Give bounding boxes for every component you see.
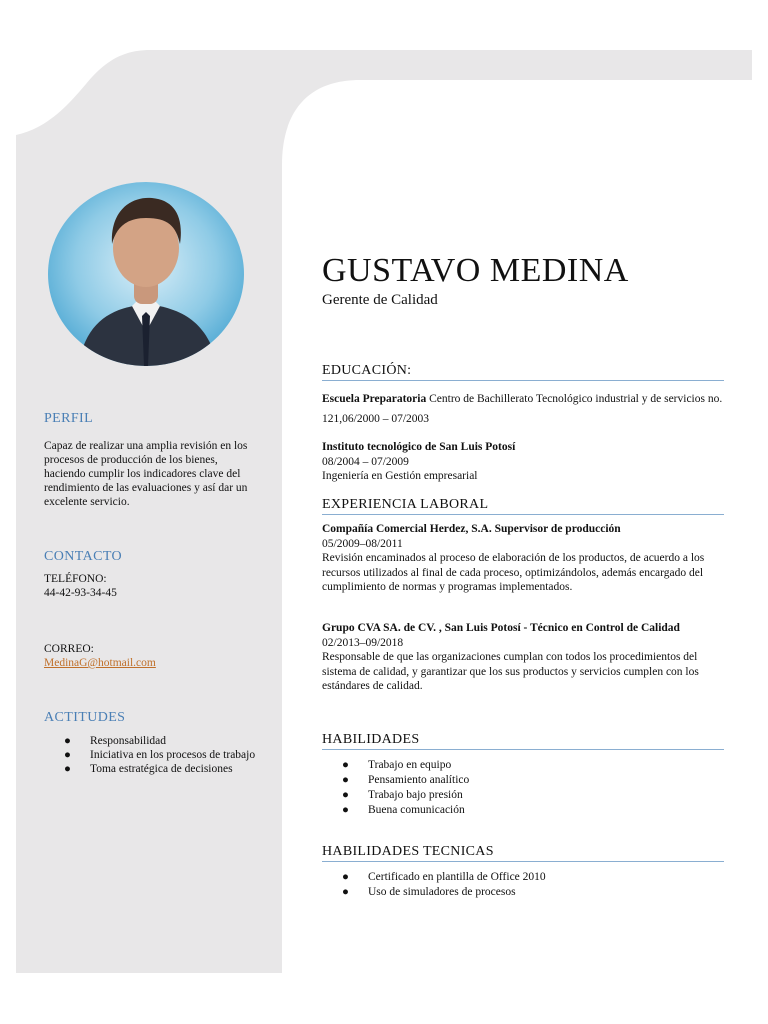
bullet-icon: ● bbox=[342, 871, 349, 883]
education-dates: 08/2004 – 07/2009 bbox=[322, 455, 409, 468]
email-label: CORREO: bbox=[44, 643, 94, 655]
attitudes-list bbox=[44, 734, 262, 776]
profile-heading: PERFIL bbox=[44, 411, 94, 426]
contact-heading: CONTACTO bbox=[44, 549, 123, 564]
bullet-icon: ● bbox=[64, 735, 71, 747]
list-item: ● Certificado en plantilla de Office 2010 bbox=[342, 871, 546, 883]
bullet-icon: ● bbox=[64, 749, 71, 761]
profile-text: Capaz de realizar una amplia revisión en los procesos de producción de los bienes, haciendo cumplir los indicadores clave del rendimiento de las evaluaciones y así dar un excelente servicio. bbox=[44, 440, 248, 508]
list-item: ● Trabajo en equipo bbox=[342, 759, 452, 771]
list-item: ● Responsabilidad bbox=[64, 735, 167, 747]
list-item: ● Toma estratégica de decisiones bbox=[64, 763, 233, 775]
list-item: ● Pensamiento analítico bbox=[342, 774, 470, 786]
job-dates: 05/2009–08/2011 bbox=[322, 537, 403, 550]
job-heading: Grupo CVA SA. de CV. , San Luis Potosí - Técnico en Control de Calidad bbox=[322, 622, 680, 634]
technical-skills-heading: HABILIDADES TECNICAS bbox=[322, 844, 724, 862]
phone-label: TELÉFONO: bbox=[44, 573, 107, 585]
bullet-icon: ● bbox=[64, 763, 71, 775]
skills-heading: HABILIDADES bbox=[322, 732, 724, 750]
list-item: ● Uso de simuladores de procesos bbox=[342, 886, 516, 898]
institution-name: Instituto tecnológico de San Luis Potosí bbox=[322, 441, 516, 453]
skills-list bbox=[322, 758, 724, 818]
candidate-name: GUSTAVO MEDINA bbox=[322, 252, 629, 289]
bullet-icon: ● bbox=[342, 759, 349, 771]
job-description: Responsable de que las organizaciones cumplan con todos los procedimientos del sistema de calidad, y garantizar que los sus productos y servicios cumplen con los estándares de calidad. bbox=[322, 651, 699, 692]
education-detail: Centro de Bachillerato Tecnológico industrial y de servicios no. 121,06/2000 – 07/2003 bbox=[322, 393, 723, 425]
job-dates: 02/2013–09/2018 bbox=[322, 636, 404, 649]
education-entry bbox=[322, 440, 724, 484]
education-degree: Ingeniería en Gestión empresarial bbox=[322, 470, 478, 482]
attitudes-heading: ACTITUDES bbox=[44, 710, 126, 725]
bullet-icon: ● bbox=[342, 774, 349, 786]
list-item: ● Buena comunicación bbox=[342, 804, 465, 816]
list-item: ● Iniciativa en los procesos de trabajo bbox=[64, 749, 256, 761]
profile-photo bbox=[48, 182, 244, 366]
education-entry bbox=[322, 389, 724, 429]
bullet-icon: ● bbox=[342, 886, 349, 898]
education-heading: EDUCACIÓN: bbox=[322, 363, 724, 381]
job-description: Revisión encaminados al proceso de elaboración de los productos, de acuerdo a los recursos utilizados al final de cada proceso, optimizándolos, además encargado del cumplimiento de normas y programas implementados. bbox=[322, 552, 705, 593]
experience-entry bbox=[322, 522, 724, 595]
bullet-icon: ● bbox=[342, 789, 349, 801]
candidate-role: Gerente de Calidad bbox=[322, 292, 438, 308]
bullet-icon: ● bbox=[342, 804, 349, 816]
job-heading: Compañía Comercial Herdez, S.A. Supervisor de producción bbox=[322, 523, 621, 535]
email-link[interactable]: MedinaG@hotmail.com bbox=[44, 657, 156, 669]
list-item: ● Trabajo bajo presión bbox=[342, 789, 463, 801]
institution-name: Escuela Preparatoria bbox=[322, 393, 427, 405]
technical-skills-list bbox=[322, 870, 724, 900]
phone-number: 44-42-93-34-45 bbox=[44, 587, 117, 599]
experience-entry bbox=[322, 621, 724, 694]
experience-heading: EXPERIENCIA LABORAL bbox=[322, 497, 724, 515]
